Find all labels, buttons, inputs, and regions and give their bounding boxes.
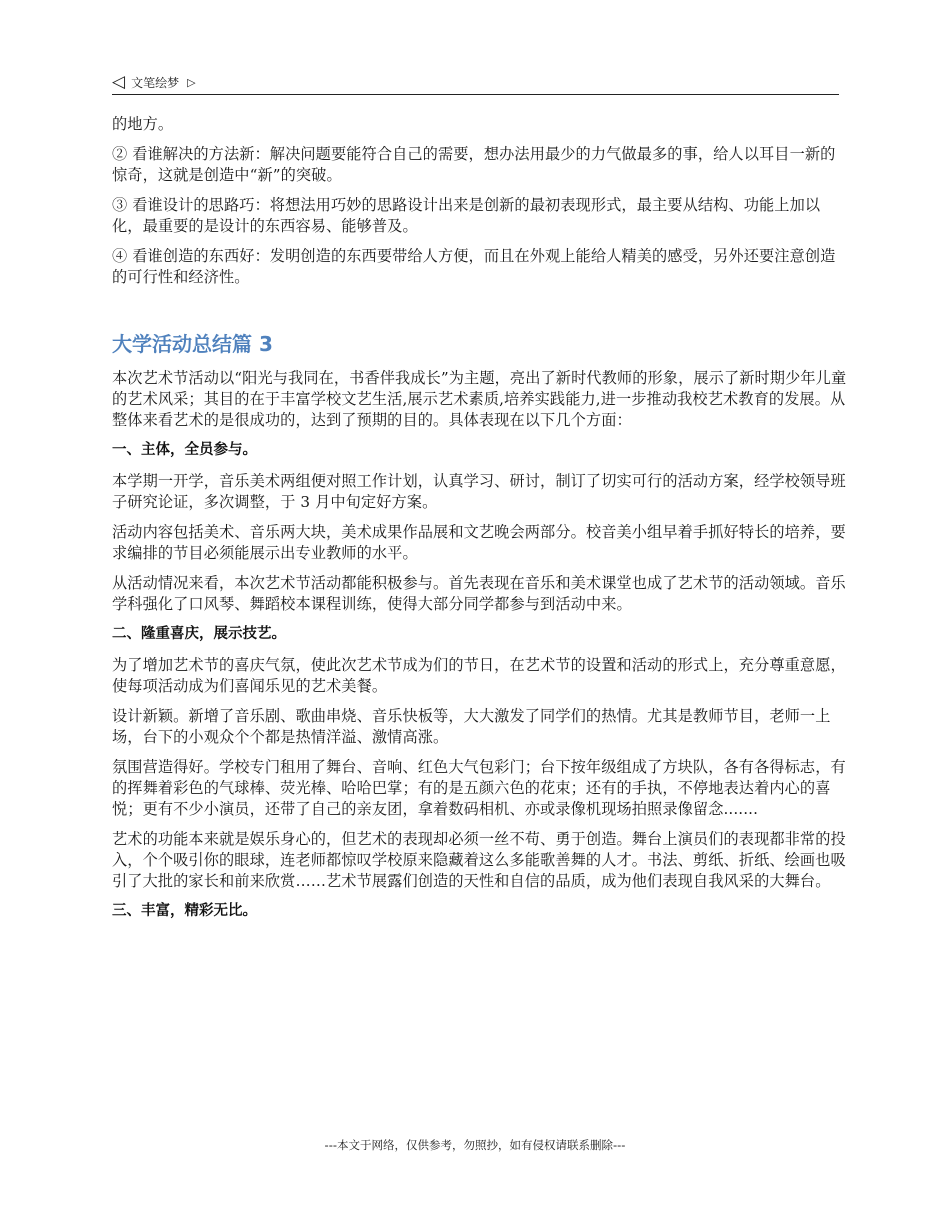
subsection-title: 三、丰富，精彩无比。: [112, 903, 257, 919]
paragraph: 的地方。: [112, 115, 174, 133]
document-body: [112, 114, 848, 932]
page-header: [112, 70, 839, 95]
subsection-title: 二、隆重喜庆，展示技艺。: [112, 626, 286, 642]
header-title: 文笔绘梦: [131, 75, 180, 90]
section-title: 大学活动总结篇 3: [112, 332, 273, 356]
subsection-title: 一、主体，全员参与。: [112, 442, 257, 458]
footer-disclaimer: ---本文于网络，仅供参考，勿照抄，如有侵权请联系删除---: [324, 1138, 626, 1152]
paragraph: 设计新颖。新增了音乐剧、歌曲串烧、音乐快板等，大大激发了同学们的热情。尤其是教师节目，老师一上场，台下的小观众个个都是热情洋溢、激情高涨。: [112, 707, 831, 746]
paragraph: ② 看谁解决的方法新：解决问题要能符合自己的需要，想办法用最少的力气做最多的事，给人以耳目一新的惊奇，这就是创造中“新”的突破。: [112, 145, 836, 184]
paragraph: 活动内容包括美术、音乐两大块，美术成果作品展和文艺晚会两部分。校音美小组早着手抓好特长的培养，要求编排的节目必须能展示出专业教师的水平。: [112, 523, 846, 562]
triangle-right-icon: ▷: [187, 75, 196, 89]
paragraph: 艺术的功能本来就是娱乐身心的，但艺术的表现却必须一丝不苟、勇于创造。舞台上演员们的表现都非常的投入，个个吸引你的眼球，连老师都惊叹学校原来隐藏着这么多能歌善舞的人才。书法、剪纸、折纸、绘画也吸引了大批的家长和前来欣赏……艺术节展露们创造的天性和自信的品质，成为他们表现自我风采的大舞台。: [112, 830, 846, 890]
paragraph: ④ 看谁创造的东西好：发明创造的东西要带给人方便，而且在外观上能给人精美的感受，另外还要注意创造的可行性和经济性。: [112, 247, 836, 286]
paragraph: 为了增加艺术节的喜庆气氛，使此次艺术节成为们的节日，在艺术节的设置和活动的形式上，充分尊重意愿，使每项活动成为们喜闻乐见的艺术美餐。: [112, 656, 846, 695]
triangle-left-icon: ◁: [112, 71, 126, 92]
paragraph: ③ 看谁设计的思路巧：将想法用巧妙的思路设计出来是创新的最初表现形式，最主要从结构、功能上加以化，最重要的是设计的东西容易、能够普及。: [112, 196, 821, 235]
paragraph: 氛围营造得好。学校专门租用了舞台、音响、红色大气包彩门；台下按年级组成了方块队，各有各得标志，有的挥舞着彩色的气球棒、荧光棒、哈哈巴掌；有的是五颜六色的花束；还有的手执，不停地表达着内心的喜悦；更有不少小演员，还带了自己的亲友团，拿着数码相机、亦或录像机现场拍照录像留念.......: [112, 758, 846, 818]
paragraph: 本次艺术节活动以“阳光与我同在，书香伴我成长”为主题，亮出了新时代教师的形象，展示了新时期少年儿童的艺术风采；其目的在于丰富学校文艺生活,展示艺术素质,培养实践能力,进一步推动我校艺术教育的发展。从整体来看艺术的是很成功的，达到了预期的目的。具体表现在以下几个方面：: [112, 369, 847, 429]
paragraph: 本学期一开学，音乐美术两组便对照工作计划，认真学习、研讨，制订了切实可行的活动方案，经学校领导班子研究论证，多次调整，于 3 月中旬定好方案。: [112, 472, 846, 511]
paragraph: 从活动情况来看，本次艺术节活动都能积极参与。首先表现在音乐和美术课堂也成了艺术节的活动领域。音乐学科强化了口风琴、舞蹈校本课程训练，使得大部分同学都参与到活动中来。: [112, 574, 846, 613]
